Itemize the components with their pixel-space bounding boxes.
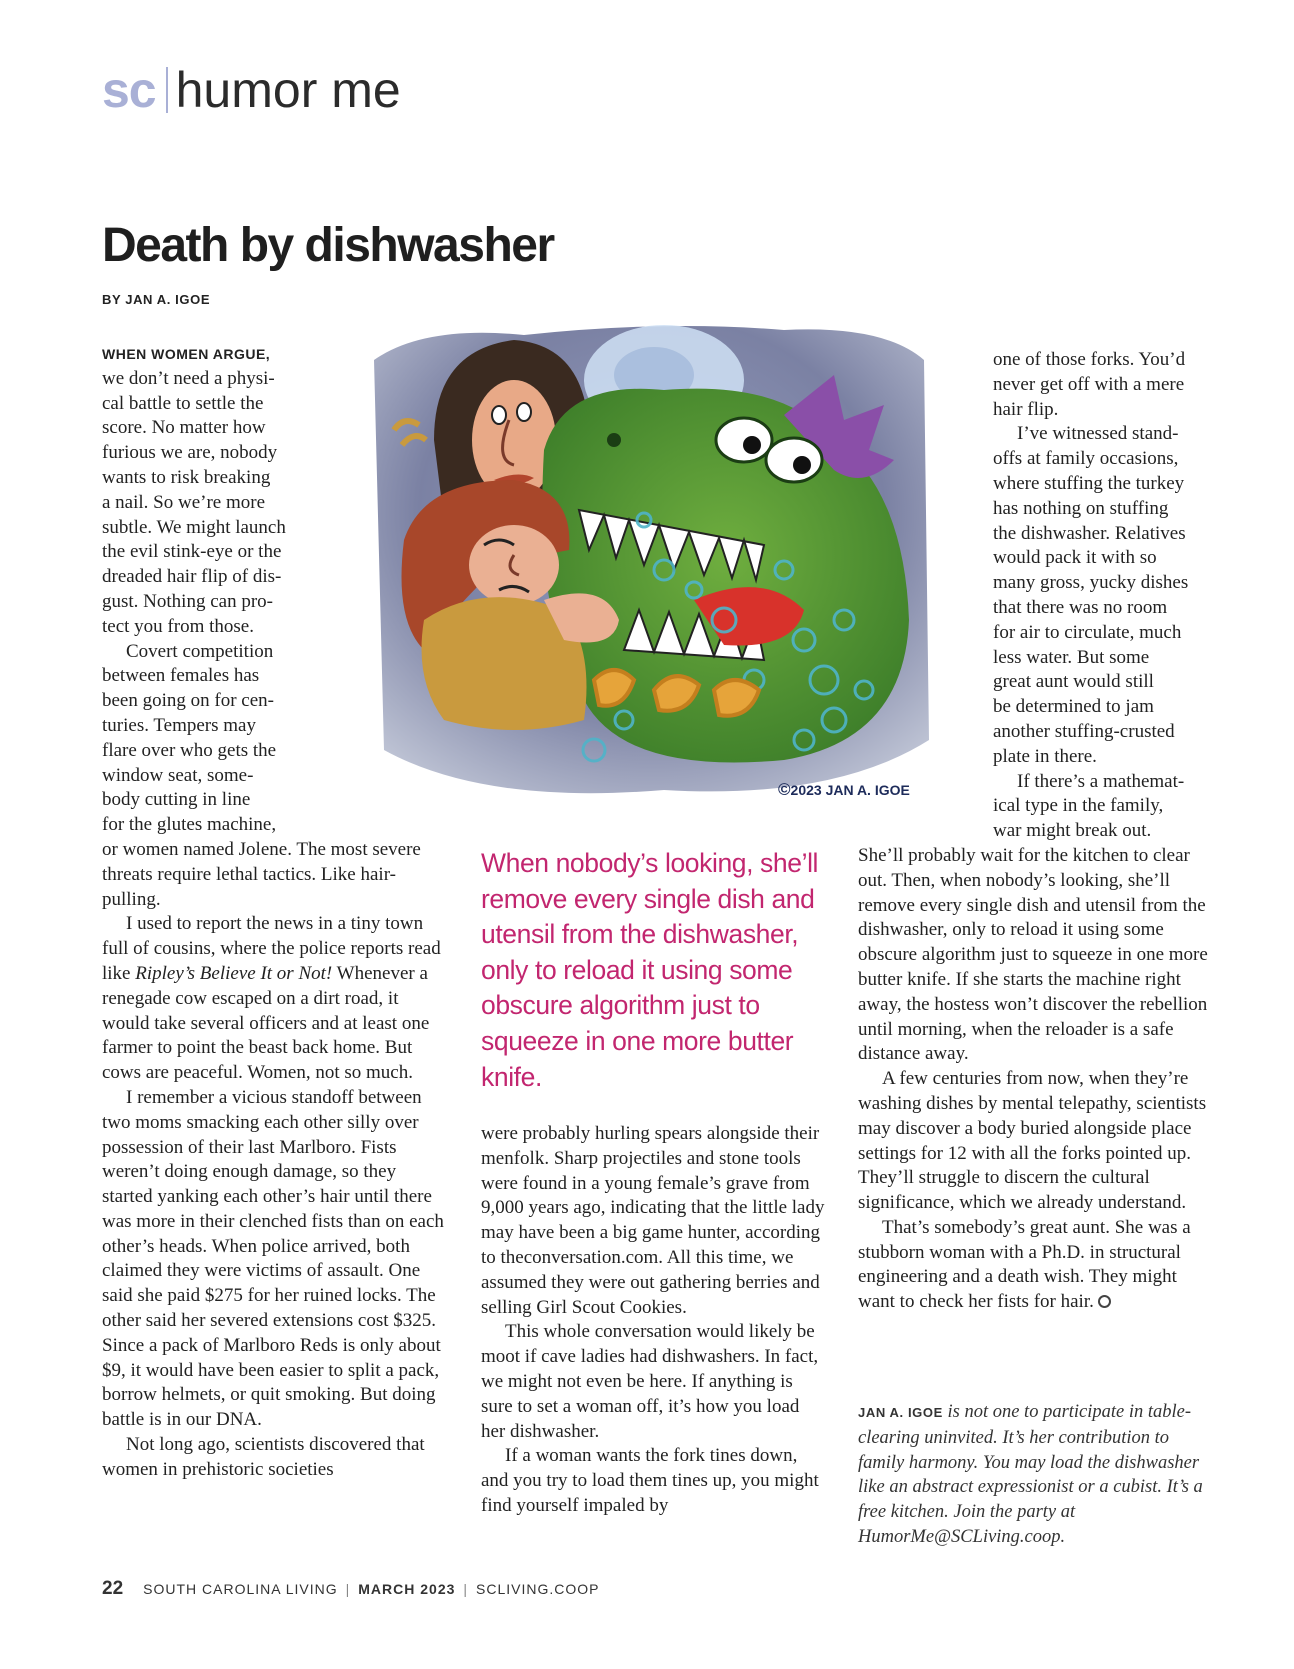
text-line: many gross, yucky dishes (993, 572, 1189, 594)
issue-date: MARCH 2023 (358, 1581, 456, 1597)
column-3 (858, 348, 1210, 1315)
text-line: one of those forks. You’d (993, 349, 1186, 370)
text-line: been going on for cen- (102, 690, 274, 712)
end-mark-icon (1098, 1295, 1111, 1308)
text-line: plate in there. (993, 745, 1097, 767)
text-line: gust. Nothing can pro- (102, 590, 273, 612)
text-line: furious we are, nobody (102, 442, 278, 464)
text-line: ical type in the family, (993, 795, 1164, 817)
section-name: humor me (175, 62, 401, 118)
text-line: less water. But some (993, 646, 1150, 668)
page-footer (102, 1578, 600, 1600)
text-line: wants to risk breaking (102, 466, 271, 488)
text-line: window seat, some- (102, 764, 254, 786)
copyright-symbol: © (778, 780, 791, 799)
text-line: be determined to jam (993, 696, 1154, 718)
column-2 (481, 1122, 826, 1519)
paragraph: A few centuries from now, when they’re washing dishes by mental telepathy, scientists may discover a body buried alongside place settings for 12 with all the forks pointed up. They’ll struggle to discern the cultural significance, which we already understand. (858, 1068, 1207, 1214)
text-line: would pack it with so (993, 547, 1157, 569)
paragraph (102, 912, 450, 1086)
footer-divider: | (463, 1581, 469, 1597)
paragraph: were probably hurling spears alongside their menfolk. Sharp projectiles and stone tools were found in a young female’s grave from 9,000 years ago, indicating that the little lady may have been a big game hunter, according to theconversation.com. All this time, we assumed they were out gathering berries and selling Girl Scout Cookies. (481, 1123, 825, 1318)
text-line: never get off with a mere (993, 373, 1185, 395)
article-byline: BY JAN A. IGOE (102, 292, 211, 307)
paragraph (858, 1216, 1210, 1315)
publication-name: SOUTH CAROLINA LIVING (143, 1581, 338, 1597)
text-line: cal battle to settle the (102, 392, 264, 414)
website: SCLIVING.COOP (476, 1581, 600, 1597)
cartoon-illustration (364, 320, 934, 810)
text-line: flare over who gets the (102, 739, 277, 761)
article-title: Death by dishwasher (102, 219, 554, 272)
paragraph: I remember a vicious standoff between two moms smacking each other silly over possession of their last Marlboro. Fists weren’t doing enough damage, so they started yanking each other’s hair until there was more in their clenched fists than on each other’s heads. When police arrived, both claimed they were victims of assault. One said she paid $275 for her ruined locks. The other said her severed extensions cost $325. Since a pack of Marlboro Reds is only about $9, it would have been easier to split a pack, borrow helmets, or quit smoking. But doing battle is in our DNA. (102, 1086, 444, 1431)
bio-text: is not one to participate in table-clearing uninvited. It’s her contribution to family harmony. You may load the dishwasher like an abstract expressionist or a cubist. It’s a free kitchen. Join the party at HumorMe@SCLiving.coop. (858, 1402, 1203, 1547)
text-line: offs at family occasions, (993, 448, 1179, 470)
section-divider (166, 67, 168, 113)
italic-title: Ripley’s Believe It or Not! (135, 962, 333, 984)
text-line: great aunt would still (993, 671, 1154, 693)
bio-name: JAN A. IGOE (858, 1405, 943, 1420)
text-line: If there’s a mathemat- (1017, 770, 1185, 792)
pull-quote: When nobody’s looking, she’ll remove every single dish and utensil from the dishwasher, only to reload it using some obscure algorithm just to squeeze in one more butter knife. (481, 848, 819, 1092)
text-line: I’ve witnessed stand- (1017, 423, 1179, 445)
text-line: dreaded hair flip of dis- (102, 566, 282, 588)
text-line: Covert competition (126, 640, 274, 662)
text-line: the dishwasher. Relatives (993, 522, 1186, 544)
text-line: for air to circulate, much (993, 621, 1182, 643)
section-header (102, 60, 401, 120)
text-line: has nothing on stuffing (993, 497, 1169, 519)
text-run: Whenever a renegade cow escaped on a dirt road, it would take several officers and at least one farmer to point the beast back home. But cows are peaceful. Women, not so much. (102, 962, 430, 1084)
text-line: the evil stink-eye or the (102, 541, 282, 563)
footer-divider: | (345, 1581, 351, 1597)
text-line: body cutting in line (102, 789, 251, 811)
text-line: between females has (102, 665, 260, 687)
text-line: turies. Tempers may (102, 714, 256, 736)
text-line: tect you from those. (102, 615, 254, 637)
paragraph: This whole conversation would likely be moot if cave ladies had dishwashers. In fact, we might not even be here. If anything is sure to set a woman off, it’s how you load her dishwasher. (481, 1321, 819, 1442)
paragraph: She’ll probably wait for the kitchen to clear out. Then, when nobody’s looking, she’ll remove every single dish and utensil from the dishwasher, only to reload it using some obscure algorithm just to squeeze in one more butter knife. If she starts the machine right away, the hostess won’t discover the rebellion until morning, when the reloader is a safe distance away. (858, 844, 1208, 1065)
lead-in: WHEN WOMEN ARGUE, (102, 346, 271, 362)
text-line: that there was no room (993, 596, 1168, 618)
text-line: war might break out. (993, 820, 1152, 842)
text-line: for the glutes machine, (102, 814, 277, 836)
page-number: 22 (102, 1578, 124, 1599)
text-line: hair flip. (993, 398, 1059, 420)
text-line: where stuffing the turkey (993, 472, 1185, 494)
paragraph: If a woman wants the fork tines down, and you try to load them tines up, you might find yourself impaled by (481, 1445, 819, 1516)
text-run: I used to report the news in a tiny town full of cousins, where the police reports read like (102, 913, 441, 984)
text-line: we don’t need a physi- (102, 367, 275, 389)
text-line: another stuffing-crusted (993, 720, 1175, 742)
column-3-narrow-block (858, 348, 1210, 844)
paragraph: Not long ago, scientists discovered that women in prehistoric societies (102, 1434, 425, 1480)
text-run: That’s somebody’s great aunt. She was a stubborn woman with a Ph.D. in structural engineering and a death wish. They might want to check her fists for hair. (858, 1216, 1191, 1313)
text-line: score. No matter how (102, 417, 266, 439)
text-line: subtle. We might launch (102, 516, 286, 538)
section-code: sc (102, 62, 156, 118)
author-bio (858, 1400, 1208, 1550)
credit-text: 2023 JAN A. IGOE (790, 782, 910, 798)
paragraph: or women named Jolene. The most severe threats require lethal tactics. Like hair-pulling. (102, 838, 421, 910)
text-line: a nail. So we’re more (102, 491, 266, 513)
